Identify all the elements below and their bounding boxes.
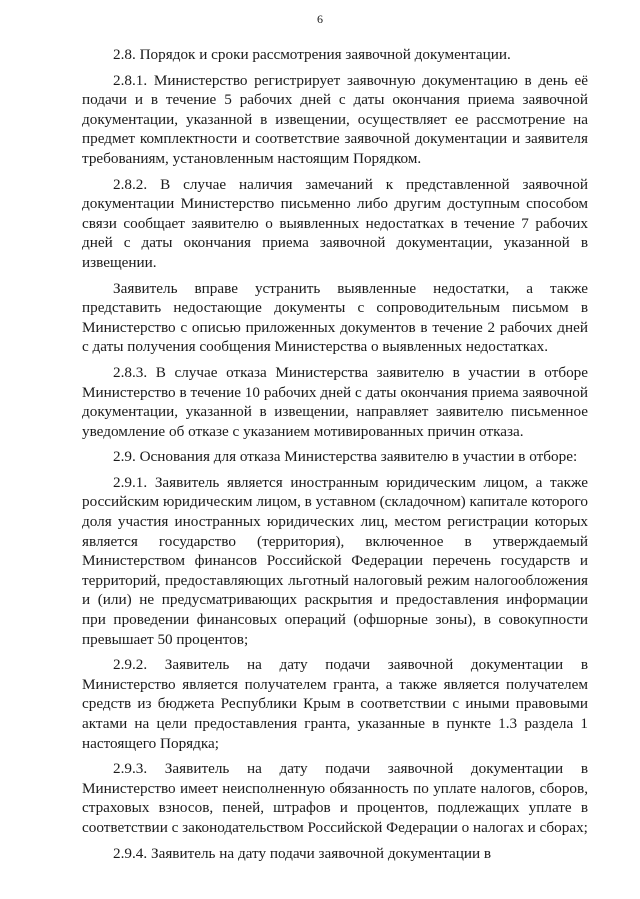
- paragraph-2-9-2: 2.9.2. Заявитель на дату подачи заявочной документации в Министерство является получателем гранта, а также является получателем средств из бюджета Республики Крым в соответствии с иными правовыми актами на цели предоставления гранта, указанные в пункте 1.3 раздела 1 настоящего Порядка;: [82, 656, 588, 752]
- paragraph-2-9-1: 2.9.1. Заявитель является иностранным юридическим лицом, а также российским юридическим лицом, в уставном (складочном) капитале которого доля участия иностранных юридических лиц, местом регистрации которых является государство (территория), включенное в утверждаемый Министерством финансов Российской Федерации перечень государств и территорий, предоставляющих льготный налоговый режим налогообложения и (или) не предусматривающих раскрытия и предоставления информации при проведении финансовых операций (офшорные зоны), в совокупности превышает 50 процентов;: [82, 473, 588, 648]
- section-heading-2-8: 2.8. Порядок и сроки рассмотрения заявочной документации.: [113, 46, 511, 63]
- paragraph-2-8-1: 2.8.1. Министерство регистрирует заявочную документацию в день её подачи и в течение 5 рабочих дней с даты окончания приема заявочной документации, указанной в извещении, осуществляет ее рассмотрение на предмет комплектности и соответствие заявочной документации и заявителя требованиям, установленным настоящим Порядком.: [82, 71, 588, 167]
- paragraph-2-8-3: 2.8.3. В случае отказа Министерства заявителю в участии в отборе Министерство в течение 10 рабочих дней с даты окончания приема заявочной документации, указанной в извещении, направляет заявителю письменное уведомление об отказе с указанием мотивированных причин отказа.: [82, 363, 588, 440]
- paragraph-2-8-2: 2.8.2. В случае наличия замечаний к представленной заявочной документации Министерство письменно либо другим доступным способом связи сообщает заявителю о выявленных недостатках в течение 7 рабочих дней с даты окончания приема заявочной документации, указанной в извещении.: [82, 175, 588, 271]
- paragraph-2-9-3: 2.9.3. Заявитель на дату подачи заявочной документации в Министерство имеет неисполненную обязанность по уплате налогов, сборов, страховых взносов, пеней, штрафов и процентов, подлежащих уплате в соответствии с законодательством Российской Федерации о налогах и сборах;: [82, 760, 588, 836]
- document-body: [82, 45, 588, 869]
- paragraph-2-9-4: 2.9.4. Заявитель на дату подачи заявочной документации в: [113, 844, 492, 862]
- paragraph-applicant-rights: Заявитель вправе устранить выявленные недостатки, а также представить недостающие документы с сопроводительным письмом в Министерство с описью приложенных документов в течение 2 рабочих дней с даты получения сообщения Министерства о выявленных недостатках.: [82, 279, 588, 356]
- section-heading-2-9: 2.9. Основания для отказа Министерства заявителю в участии в отборе:: [113, 448, 578, 466]
- page-number: 6: [317, 12, 323, 26]
